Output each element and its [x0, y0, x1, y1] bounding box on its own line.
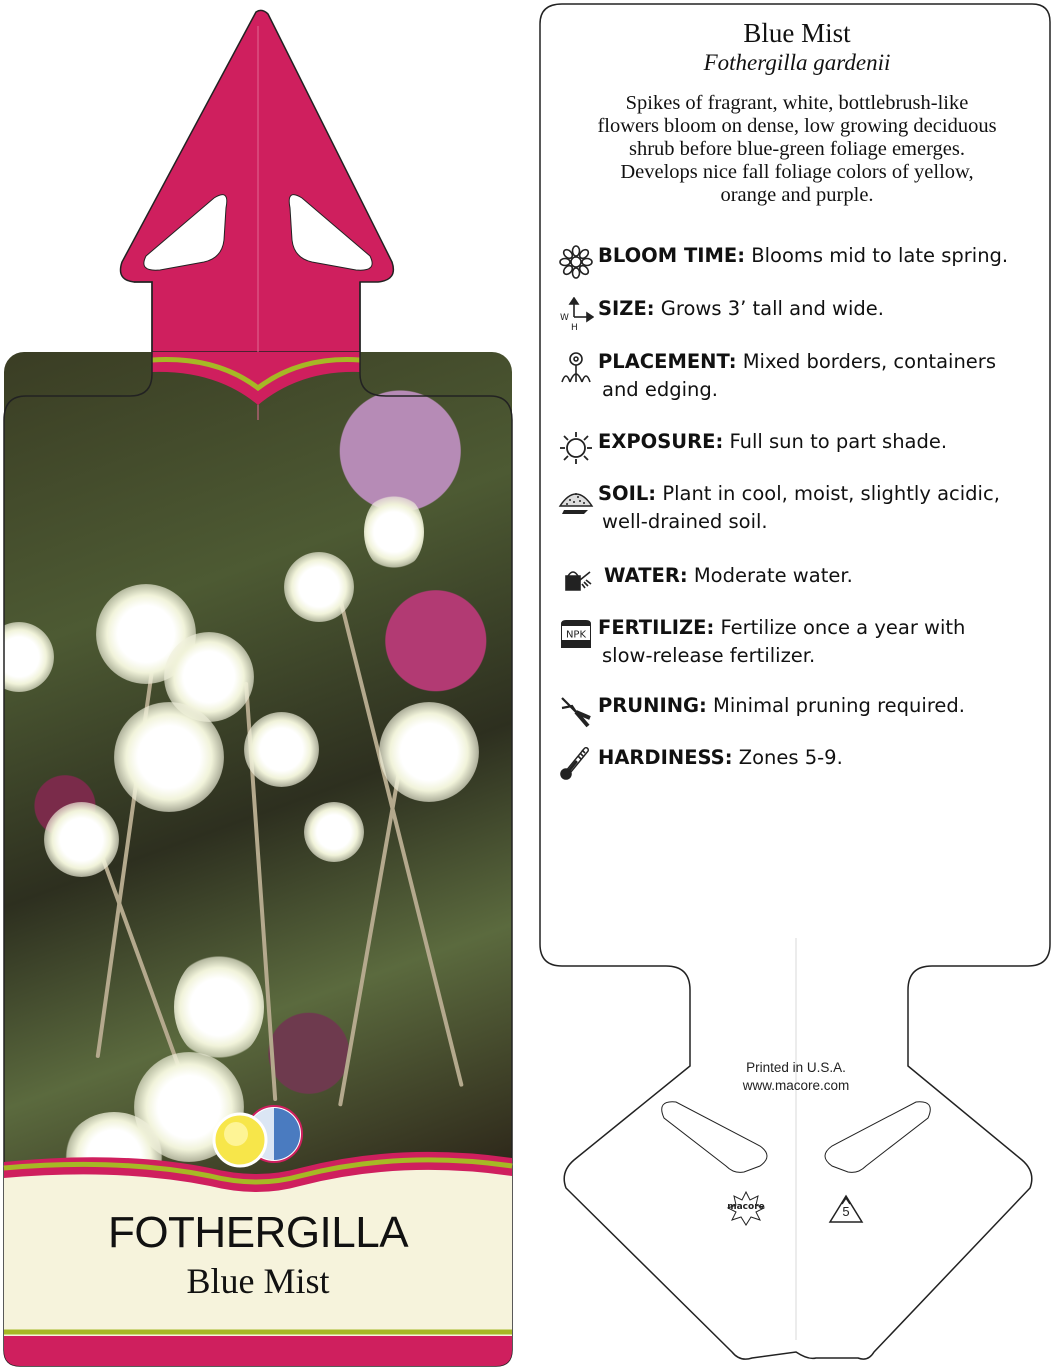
care-label: PLACEMENT:	[598, 350, 737, 373]
back-description	[555, 92, 1039, 207]
website-text: www.macore.com	[742, 1078, 850, 1093]
thermometer-icon	[558, 746, 594, 782]
care-text: Grows 3’ tall and wide.	[660, 297, 884, 320]
care-label: SOIL:	[598, 482, 657, 505]
care-text-line2: slow-release fertilizer.	[602, 644, 816, 667]
care-label: HARDINESS:	[598, 746, 733, 769]
description-line: shrub before blue-green foliage emerges.	[628, 138, 966, 160]
back-common-name: Blue Mist	[743, 18, 851, 48]
size-width-letter: W	[560, 313, 569, 323]
recycle-number: 5	[842, 1204, 850, 1219]
front-arrow-head	[121, 10, 394, 352]
back-botanical-name: Fothergilla gardenii	[703, 50, 891, 75]
flower-icon	[558, 244, 594, 280]
care-text: Zones 5-9.	[738, 746, 843, 769]
care-text: Full sun to part shade.	[729, 430, 948, 453]
fertilizer-bag-icon	[558, 616, 594, 652]
npk-label: NPK	[565, 629, 587, 641]
care-label: FERTILIZE:	[598, 616, 715, 639]
printed-in-text: Printed in U.S.A.	[746, 1060, 846, 1075]
description-line: flowers bloom on dense, low growing deciduous	[597, 115, 997, 137]
description-line: Develops nice fall foliage colors of yellow,	[620, 161, 974, 183]
care-label: BLOOM TIME:	[598, 244, 746, 267]
care-label: WATER:	[604, 564, 688, 587]
front-genus-name: FOTHERGILLA	[107, 1208, 409, 1257]
care-text: Plant in cool, moist, slightly acidic,	[662, 482, 1000, 505]
description-line: Spikes of fragrant, white, bottlebrush-like	[625, 92, 969, 114]
sun-shade-badge	[214, 1106, 302, 1166]
care-label: PRUNING:	[598, 694, 707, 717]
care-text: Mixed borders, containers	[742, 350, 996, 373]
front-cultivar-name: Blue Mist	[186, 1261, 330, 1301]
size-height-letter: H	[571, 323, 578, 333]
care-text: Fertilize once a year with	[720, 616, 966, 639]
care-label: SIZE:	[598, 297, 655, 320]
macore-logo-text: macore	[727, 1202, 765, 1212]
care-label: EXPOSURE:	[598, 430, 724, 453]
back-tag-outline	[540, 4, 1050, 1359]
soil-pile-icon	[558, 482, 594, 518]
care-text: Blooms mid to late spring.	[751, 244, 1009, 267]
size-arrows-icon	[558, 297, 594, 333]
care-text: Minimal pruning required.	[713, 694, 965, 717]
sun-icon	[558, 430, 594, 466]
care-text: Moderate water.	[693, 564, 853, 587]
watering-can-icon	[558, 564, 594, 600]
description-line: orange and purple.	[720, 184, 874, 206]
pruning-shears-icon	[558, 694, 594, 730]
care-text-line2: well-drained soil.	[602, 510, 768, 533]
plants-icon	[558, 350, 594, 386]
care-text-line2: and edging.	[602, 378, 718, 401]
